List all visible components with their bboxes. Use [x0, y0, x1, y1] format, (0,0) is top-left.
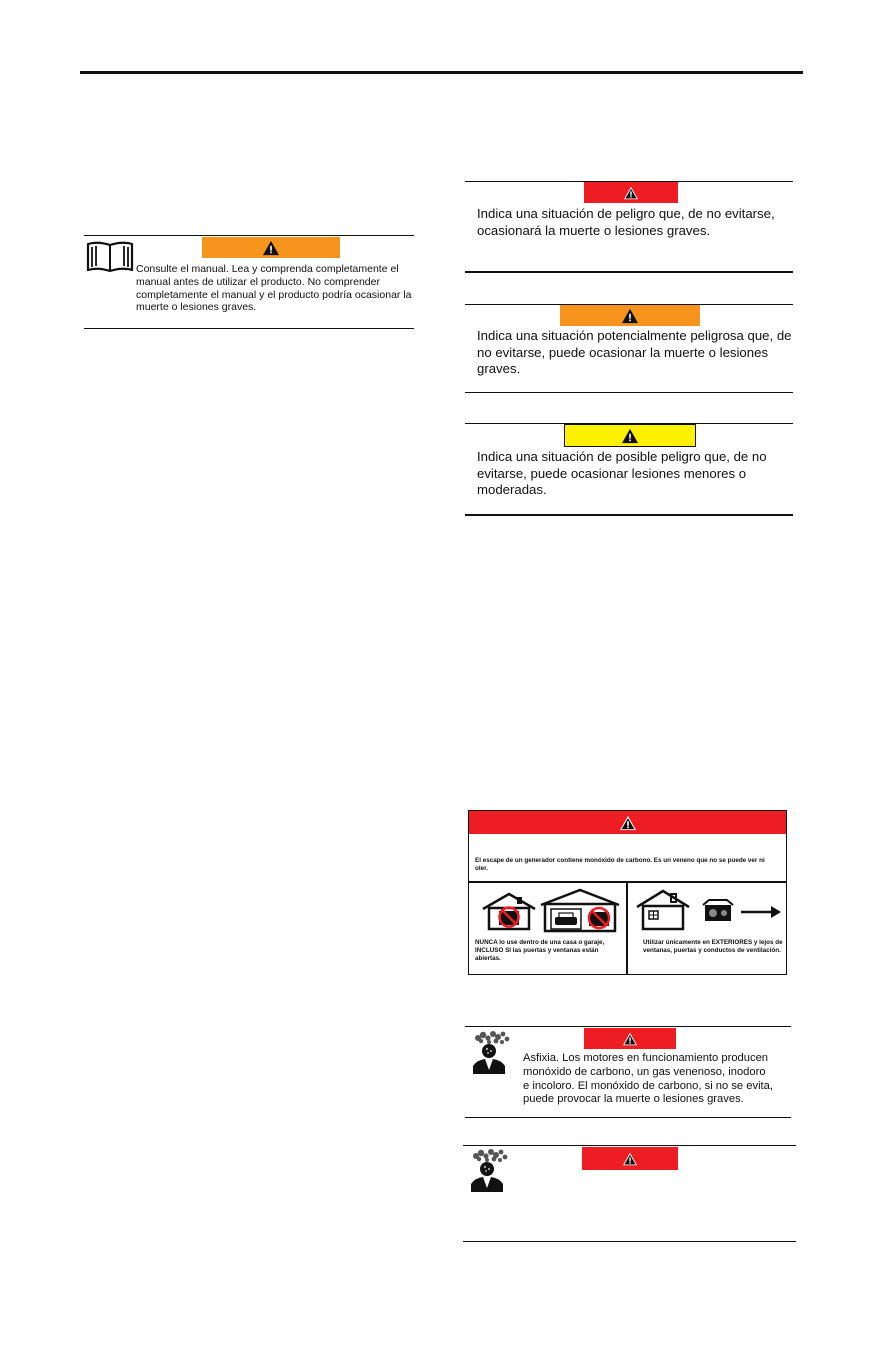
- garage-no-icon: [539, 887, 621, 933]
- toxic-fumes-icon-2: [466, 1148, 512, 1194]
- asphyxia2-danger-banner: [582, 1147, 678, 1170]
- warning-def-banner: [560, 305, 700, 326]
- co-danger-triangle-icon: [619, 815, 637, 831]
- danger-triangle-icon: [623, 186, 639, 200]
- manual-warning-top-rule: [84, 235, 414, 236]
- warning-banner: [202, 237, 340, 258]
- asphyxia1-text: Asfixia. Los motores en funcionamiento producen monóxido de carbono, un gas venenoso, inodoro e incoloro. El monóxido de carbono, si no se evita, puede provocar la muerte o lesiones graves.: [523, 1052, 773, 1106]
- asphyxia2-bottom-rule: [463, 1241, 796, 1242]
- manual-warning-bottom-rule: [84, 328, 414, 329]
- warning-def-triangle-icon: [621, 308, 639, 324]
- caution-definition: Indica una situación de posible peligro que, de no evitarse, puede ocasionar lesiones menores o moderadas.: [477, 449, 767, 497]
- co-indoor-text: NUNCA lo use dentro de una casa o garaje, INCLUSO SI las puertas y ventanas están abiertas.: [475, 939, 605, 962]
- caution-def-bottom-rule: [465, 514, 793, 516]
- co-outdoor-text: Utilizar únicamente en EXTERIORES y lejos de ventanas, puertas y conductos de ventilación.: [643, 939, 783, 954]
- warning-def-bottom-rule: [465, 392, 793, 393]
- asphyxia2-top-rule: [463, 1145, 796, 1146]
- danger-banner: [584, 182, 678, 203]
- co-intro-text: El escape de un generador contiene monóxido de carbono. Es un veneno que no se puede ver ni oler.: [475, 857, 765, 872]
- top-rule: [80, 71, 803, 74]
- co-danger-banner: [469, 811, 786, 834]
- generator-arrow-icon: [701, 897, 783, 927]
- house-outdoor-icon: [635, 887, 691, 931]
- asphyxia1-top-rule: [465, 1026, 791, 1027]
- asphyxia1-bottom-rule: [465, 1117, 791, 1118]
- asphyxia1-danger-banner: [584, 1028, 676, 1049]
- asphyxia1-triangle-icon: [622, 1032, 638, 1046]
- co-divider-v: [626, 883, 628, 974]
- caution-banner: [565, 425, 695, 446]
- danger-definition: Indica una situación de peligro que, de no evitarse, ocasionará la muerte o lesiones graves.: [477, 206, 775, 238]
- book-icon: [85, 238, 135, 274]
- caution-triangle-icon: [621, 428, 639, 444]
- co-label: [468, 810, 787, 975]
- asphyxia2-triangle-icon: [622, 1152, 638, 1166]
- danger-def-bottom-rule: [465, 271, 793, 273]
- caution-def-top-rule: [465, 423, 793, 424]
- warning-triangle-icon: [262, 240, 280, 256]
- manual-warning-text: Consulte el manual. Lea y comprenda completamente el manual antes de utilizar el producto. No comprender completamente el manual y el producto podría ocasionar la muerte o lesiones graves.: [136, 263, 412, 314]
- warning-definition: Indica una situación potencialmente peligrosa que, de no evitarse, puede ocasionar la muerte o lesiones graves.: [477, 328, 792, 376]
- toxic-fumes-icon: [468, 1030, 514, 1076]
- house-no-icon: [481, 891, 537, 931]
